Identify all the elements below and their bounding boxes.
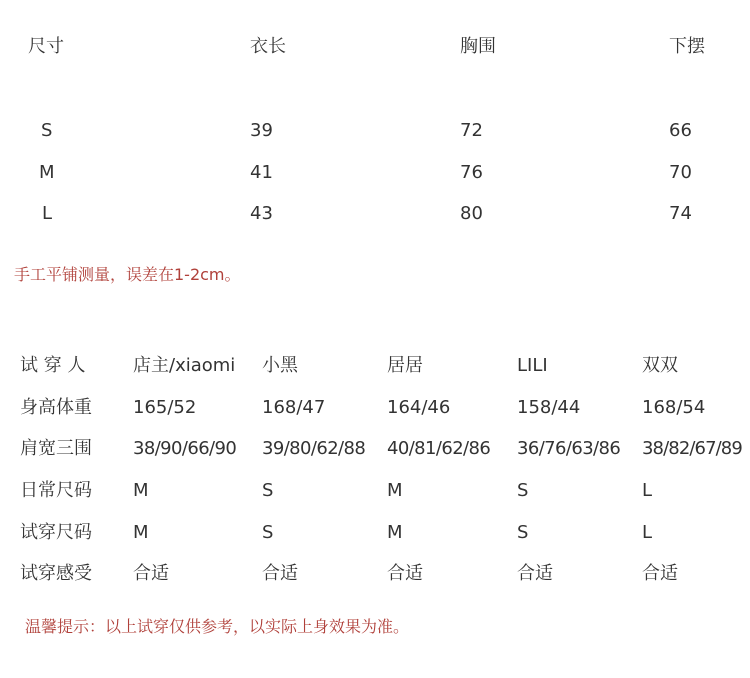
tryon-cell: S [517, 480, 529, 501]
tryon-row-measurements-label: 肩宽三围 [20, 438, 92, 459]
tryon-cell: 合适 [387, 563, 423, 584]
tryon-row-feeling-label: 试穿感受 [20, 563, 92, 584]
size-row-s-size: S [41, 120, 53, 141]
size-row-s-hem: 66 [669, 120, 692, 141]
header-size: 尺寸 [28, 36, 64, 57]
tryon-cell: 合适 [517, 563, 553, 584]
tryon-cell: 合适 [262, 563, 298, 584]
tryon-cell: 164/46 [387, 397, 451, 418]
tryon-row-height-weight-label: 身高体重 [20, 397, 92, 418]
tryon-row-tried-size-label: 试穿尺码 [20, 522, 92, 543]
size-row-l-size: L [42, 203, 53, 224]
tryon-cell: 合适 [133, 563, 169, 584]
header-hem: 下摆 [669, 36, 705, 57]
tryon-cell: M [387, 480, 403, 501]
tryon-cell: 158/44 [517, 397, 581, 418]
tryon-row-usual-size-label: 日常尺码 [20, 480, 92, 501]
tryon-row-tester-label: 试 穿 人 [20, 355, 86, 376]
size-row-l-length: 43 [250, 203, 273, 224]
tryon-cell: 双双 [642, 355, 678, 376]
tryon-cell: L [642, 522, 653, 543]
size-row-s-length: 39 [250, 120, 273, 141]
tryon-cell: 小黑 [262, 355, 298, 376]
tryon-cell: LILI [517, 355, 548, 376]
tryon-cell: S [262, 522, 274, 543]
tryon-cell: 40/81/62/86 [387, 438, 491, 459]
size-row-l-chest: 80 [460, 203, 483, 224]
header-chest: 胸围 [460, 36, 496, 57]
tryon-cell: M [387, 522, 403, 543]
tryon-cell: 165/52 [133, 397, 197, 418]
size-row-m-size: M [39, 162, 55, 183]
tryon-cell: 居居 [387, 355, 423, 376]
size-row-m-length: 41 [250, 162, 273, 183]
tryon-cell: M [133, 522, 149, 543]
tryon-cell: 店主/xiaomi [133, 355, 236, 376]
tryon-cell: L [642, 480, 653, 501]
tryon-cell: 39/80/62/88 [262, 438, 366, 459]
tryon-cell: 合适 [642, 563, 678, 584]
size-row-l-hem: 74 [669, 203, 692, 224]
tryon-cell: M [133, 480, 149, 501]
tryon-cell: 38/90/66/90 [133, 438, 237, 459]
tip-note: 温馨提示：以上试穿仅供参考，以实际上身效果为准。 [25, 617, 410, 636]
tryon-cell: 36/76/63/86 [517, 438, 621, 459]
tryon-cell: 168/54 [642, 397, 706, 418]
size-row-s-chest: 72 [460, 120, 483, 141]
tryon-cell: S [262, 480, 274, 501]
tryon-cell: 168/47 [262, 397, 326, 418]
measure-note: 手工平铺测量，误差在1-2cm。 [14, 265, 241, 284]
size-row-m-chest: 76 [460, 162, 483, 183]
tryon-cell: S [517, 522, 529, 543]
tryon-cell: 38/82/67/89 [642, 438, 742, 459]
header-length: 衣长 [250, 36, 286, 57]
size-row-m-hem: 70 [669, 162, 692, 183]
